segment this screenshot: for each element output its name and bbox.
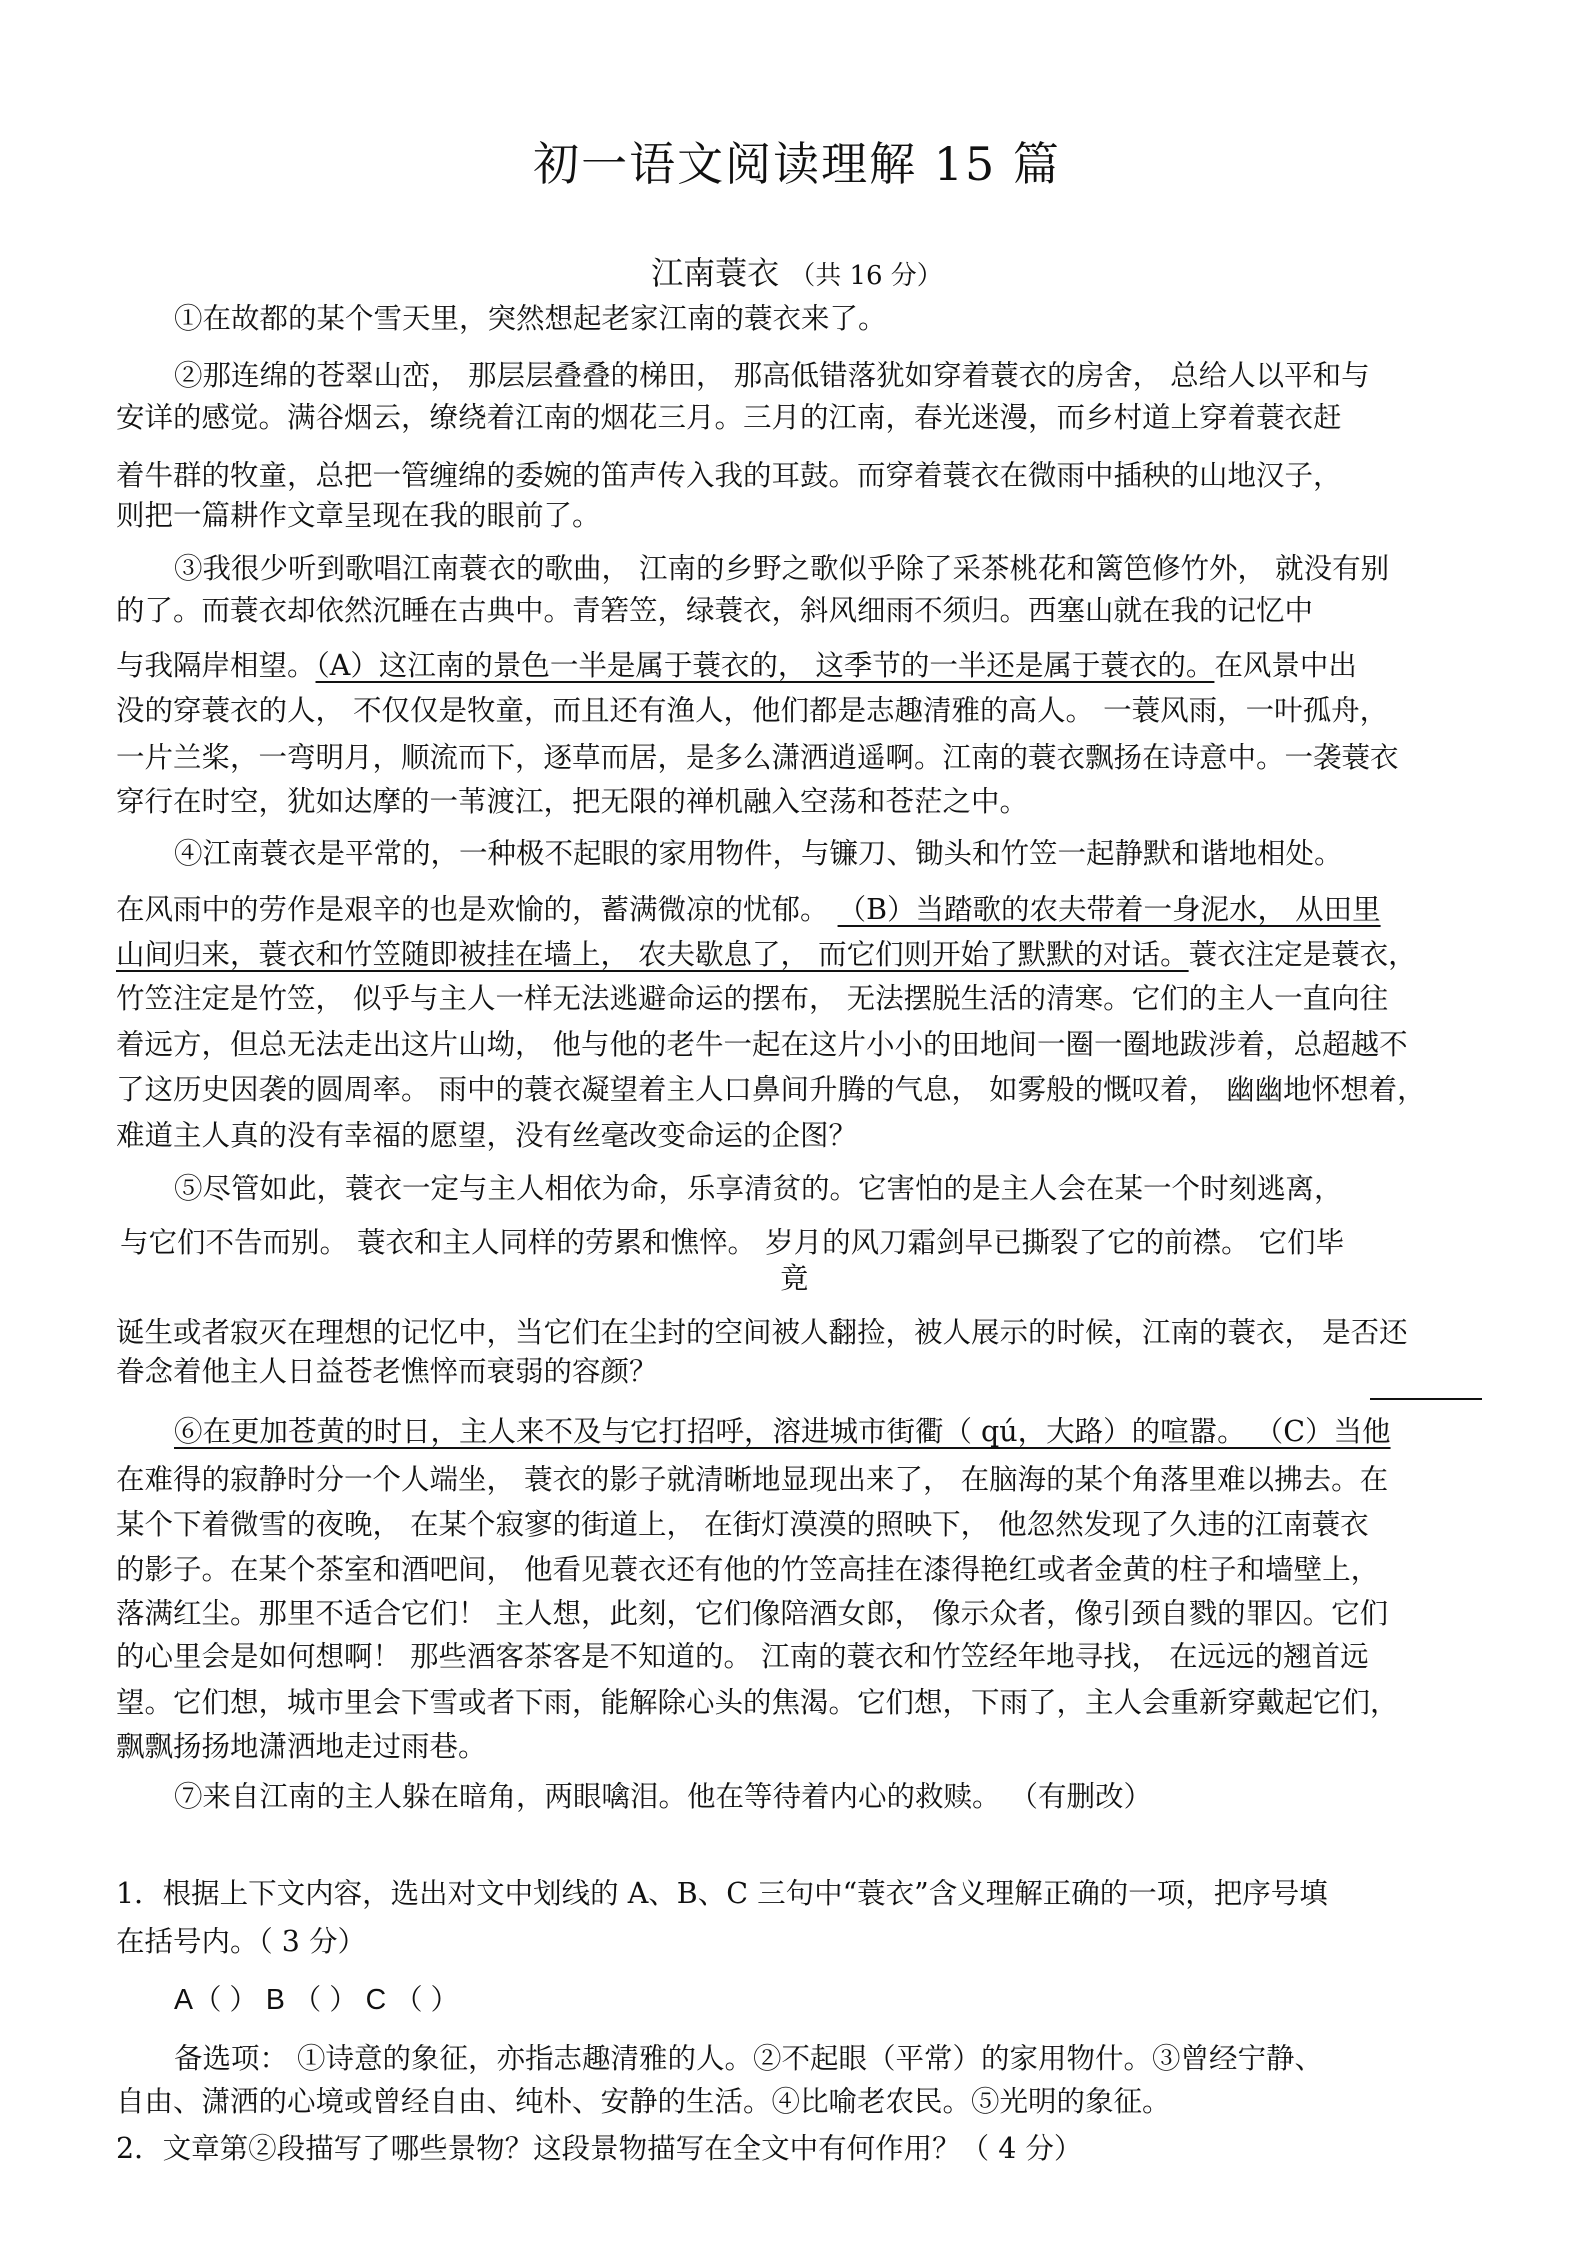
paragraph-line: 了这历史因袭的圆周率。 雨中的蓑衣凝望着主人口鼻间升腾的气息， 如雾般的慨叹着， 幽幽地怀想着， xyxy=(116,1073,1426,1106)
paragraph-line: 竟 xyxy=(780,1262,809,1295)
underlined-sentence-a: （A）这江南的景色一半是属于蓑衣的， 这季节的一半还是属于蓑衣的。 xyxy=(315,649,1215,682)
underline-mark xyxy=(1370,1398,1482,1400)
paragraph-line: 没的穿蓑衣的人， 不仅仅是牧童，而且还有渔人，他们都是志趣清雅的高人。 一蓑风雨，一叶孤舟， xyxy=(116,694,1389,727)
paragraph-line: ①在故都的某个雪天里，突然想起老家江南的蓑衣来了。 xyxy=(174,302,887,335)
question-2-text: 2．文章第②段描写了哪些景物？这段景物描写在全文中有何作用？（ 4 分） xyxy=(116,2132,1083,2165)
question-1-text: 1．根据上下文内容，选出对文中划线的 A、B、C 三句中“蓑衣”含义理解正确的一项，把序号填 xyxy=(116,1877,1328,1910)
text-run: 在风景中出 xyxy=(1214,649,1357,682)
paragraph-line: 着远方，但总无法走出这片山坳， 他与他的老牛一起在这片小小的田地间一圈一圈地跋涉着，总超越不 xyxy=(116,1028,1408,1061)
paragraph-line: ③我很少听到歌唱江南蓑衣的歌曲， 江南的乡野之歌似乎除了采茶桃花和篱笆修竹外， 就没有别 xyxy=(174,552,1390,585)
paragraph-line: ⑦来自江南的主人躲在暗角，两眼噙泪。他在等待着内心的救赎。 （有删改） xyxy=(174,1780,1153,1813)
paragraph-line: 的了。而蓑衣却依然沉睡在古典中。青箬笠，绿蓑衣，斜风细雨不须归。西塞山就在我的记忆中 xyxy=(116,594,1314,627)
paragraph-line: 的影子。在某个茶室和酒吧间， 他看见蓑衣还有他的竹笠高挂在漆得艳红或者金黄的柱子和墙壁上， xyxy=(116,1553,1380,1586)
paragraph-line: ②那连绵的苍翠山峦， 那层层叠叠的梯田， 那高低错落犹如穿着蓑衣的房舍， 总给人以平和与 xyxy=(174,359,1370,392)
paragraph-line xyxy=(116,893,1381,926)
text-run: 蓑衣注定是蓑衣， xyxy=(1188,938,1417,971)
underlined-sentence-c: ⑥在更加苍黄的时日，主人来不及与它打招呼，溶进城市街衢（ qú，大路）的喧嚣。 （C）当他 xyxy=(174,1415,1391,1448)
paragraph-line: 与它们不告而别。 蓑衣和主人同样的劳累和憔悴。 岁月的风刀霜剑早已撕裂了它的前襟。 它们毕 xyxy=(120,1226,1345,1259)
paragraph-line xyxy=(116,649,1357,682)
article-name: 江南蓑衣 xyxy=(651,254,780,292)
paragraph-line: 竹笠注定是竹笠， 似乎与主人一样无法逃避命运的摆布， 无法摆脱生活的清寒。它们的主人一直向往 xyxy=(116,982,1389,1015)
paragraph-line: 某个下着微雪的夜晚， 在某个寂寥的街道上， 在街灯漠漠的照映下， 他忽然发现了久违的江南蓑衣 xyxy=(116,1508,1369,1541)
question-1-options: 备选项： ①诗意的象征，亦指志趣清雅的人。②不起眼（平常）的家用物什。③曾经宁静、 xyxy=(174,2042,1324,2075)
paragraph-line: 一片兰桨，一弯明月，顺流而下，逐草而居，是多么潇洒逍遥啊。江南的蓑衣飘扬在诗意中。一袭蓑衣 xyxy=(116,741,1399,774)
underlined-sentence-b-cont: 山间归来，蓑衣和竹笠随即被挂在墙上， 农夫歇息了， 而它们则开始了默默的对话。 xyxy=(116,938,1189,971)
paragraph-line: 诞生或者寂灭在理想的记忆中，当它们在尘封的空间被人翻捡，被人展示的时候，江南的蓑衣， 是否还 xyxy=(116,1316,1408,1349)
paragraph-line: 穿行在时空，犹如达摩的一苇渡江，把无限的禅机融入空荡和苍茫之中。 xyxy=(116,785,1029,818)
underlined-sentence-b: （B）当踏歌的农夫带着一身泥水， 从田里 xyxy=(837,893,1381,926)
text-run: 在风雨中的劳作是艰辛的也是欢愉的，蓄满微凉的忧郁。 xyxy=(116,893,838,926)
paragraph-line: 的心里会是如何想啊！ 那些酒客茶客是不知道的。 江南的蓑衣和竹笠经年地寻找， 在远远的翘首远 xyxy=(116,1640,1369,1673)
paragraph-line: 着牛群的牧童，总把一管缠绵的委婉的笛声传入我的耳鼓。而穿着蓑衣在微雨中插秧的山地汉子， xyxy=(116,459,1342,492)
paragraph-line: 望。它们想，城市里会下雪或者下雨，能解除心头的焦渴。它们想，下雨了，主人会重新穿戴起它们， xyxy=(116,1686,1399,1719)
question-1-answer-blanks: A（ ） B （ ） C （ ） xyxy=(174,1984,460,2016)
paragraph-line: ④江南蓑衣是平常的，一种极不起眼的家用物件，与镰刀、锄头和竹笠一起静默和谐地相处。 xyxy=(174,837,1343,870)
document-title: 初一语文阅读理解 15 篇 xyxy=(533,137,1061,191)
paragraph-line: 眷念着他主人日益苍老憔悴而衰弱的容颜？ xyxy=(116,1355,658,1388)
paragraph-line: 飘飘扬扬地潇洒地走过雨巷。 xyxy=(116,1730,487,1763)
paragraph-line: ⑤尽管如此，蓑衣一定与主人相依为命，乐享清贫的。它害怕的是主人会在某一个时刻逃离， xyxy=(174,1172,1343,1205)
paragraph-line: 则把一篇耕作文章呈现在我的眼前了。 xyxy=(116,499,601,532)
paragraph-line xyxy=(116,938,1417,971)
paragraph-line: 在难得的寂静时分一个人端坐， 蓑衣的影子就清晰地显现出来了， 在脑海的某个角落里难以拂去。在 xyxy=(116,1463,1389,1496)
paragraph-line: 安详的感觉。满谷烟云，缭绕着江南的烟花三月。三月的江南，春光迷漫，而乡村道上穿着蓑衣赶 xyxy=(116,401,1342,434)
question-1-text: 在括号内。（ 3 分） xyxy=(116,1925,367,1958)
article-title xyxy=(0,248,1594,294)
question-1-options: 自由、潇洒的心境或曾经自由、纯朴、安静的生活。④比喻老农民。⑤光明的象征。 xyxy=(116,2085,1171,2118)
paragraph-line: 落满红尘。那里不适合它们！ 主人想，此刻，它们像陪酒女郎， 像示众者，像引颈自戮的罪囚。它们 xyxy=(116,1597,1389,1630)
paragraph-line: 难道主人真的没有幸福的愿望，没有丝毫改变命运的企图？ xyxy=(116,1119,858,1152)
article-score: （共 16 分） xyxy=(789,261,943,291)
text-run: 与我隔岸相望。 xyxy=(116,649,316,682)
